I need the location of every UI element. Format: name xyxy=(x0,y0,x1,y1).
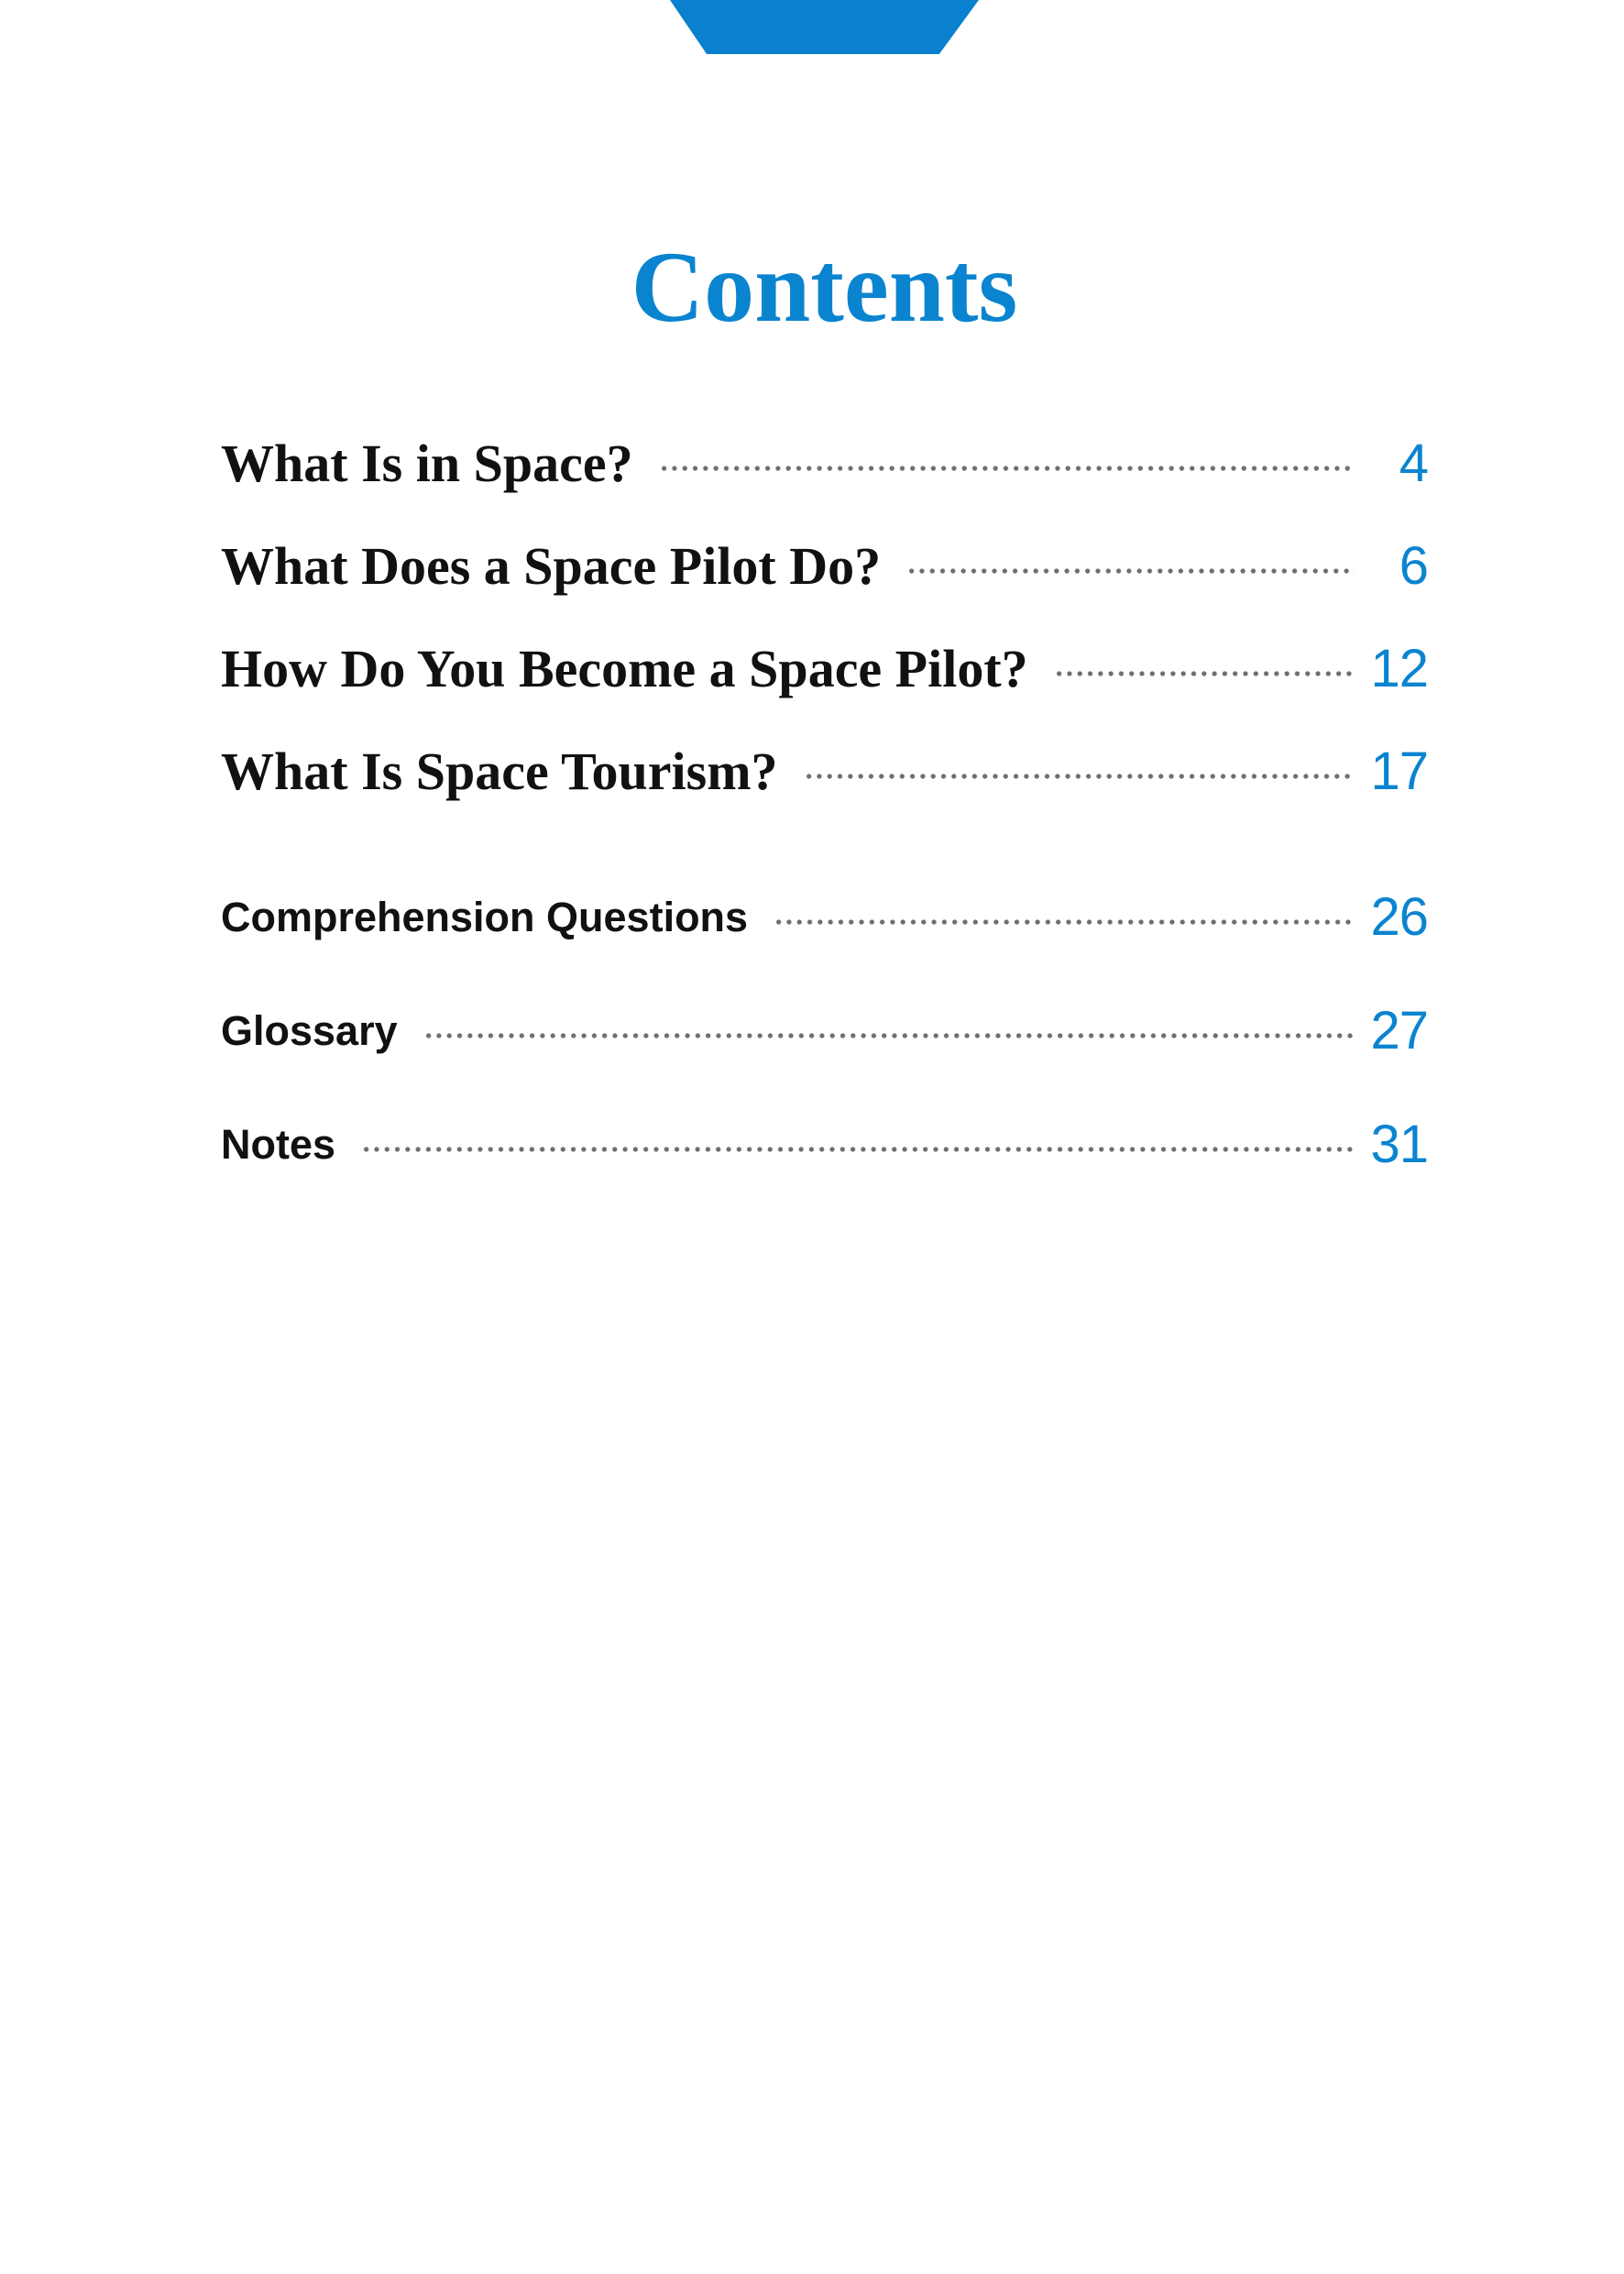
dot-leader xyxy=(423,1033,1355,1038)
toc-entry-title: Comprehension Questions xyxy=(221,894,749,940)
page-title: Contents xyxy=(631,231,1018,343)
toc-entry-chapter xyxy=(221,427,1428,500)
dot-leader xyxy=(659,466,1355,471)
dot-leader xyxy=(906,568,1355,574)
toc-page-number: 26 xyxy=(1370,887,1428,947)
toc-entry-chapter xyxy=(221,735,1428,808)
toc-entry-title: Glossary xyxy=(221,1007,398,1054)
toc-page-number: 12 xyxy=(1370,639,1428,698)
back-matter-list xyxy=(221,881,1428,1222)
toc-entry-chapter xyxy=(221,632,1428,706)
toc-page-number: 4 xyxy=(1399,434,1428,493)
toc-entry-title: What Is in Space? xyxy=(221,434,633,493)
dot-leader xyxy=(1054,671,1355,676)
toc-entry-back-matter xyxy=(221,994,1428,1068)
toc-page-number: 31 xyxy=(1370,1115,1428,1174)
toc-entry-title: What Is Space Tourism? xyxy=(221,742,778,801)
dot-leader xyxy=(804,774,1355,779)
toc-entry-chapter xyxy=(221,530,1428,603)
toc-page-number: 6 xyxy=(1399,536,1428,596)
toc-entry-title: Notes xyxy=(221,1121,336,1168)
header-tab-shape xyxy=(670,0,979,54)
dot-leader xyxy=(774,919,1355,925)
toc-entry-title: How Do You Become a Space Pilot? xyxy=(221,639,1028,698)
toc-entry-title: What Does a Space Pilot Do? xyxy=(221,536,882,596)
dot-leader xyxy=(361,1147,1355,1152)
toc-entry-back-matter xyxy=(221,1108,1428,1181)
toc-page-number: 17 xyxy=(1370,742,1428,801)
toc-entry-back-matter xyxy=(221,881,1428,954)
chapter-list xyxy=(221,427,1428,838)
toc-page-number: 27 xyxy=(1370,1001,1428,1060)
